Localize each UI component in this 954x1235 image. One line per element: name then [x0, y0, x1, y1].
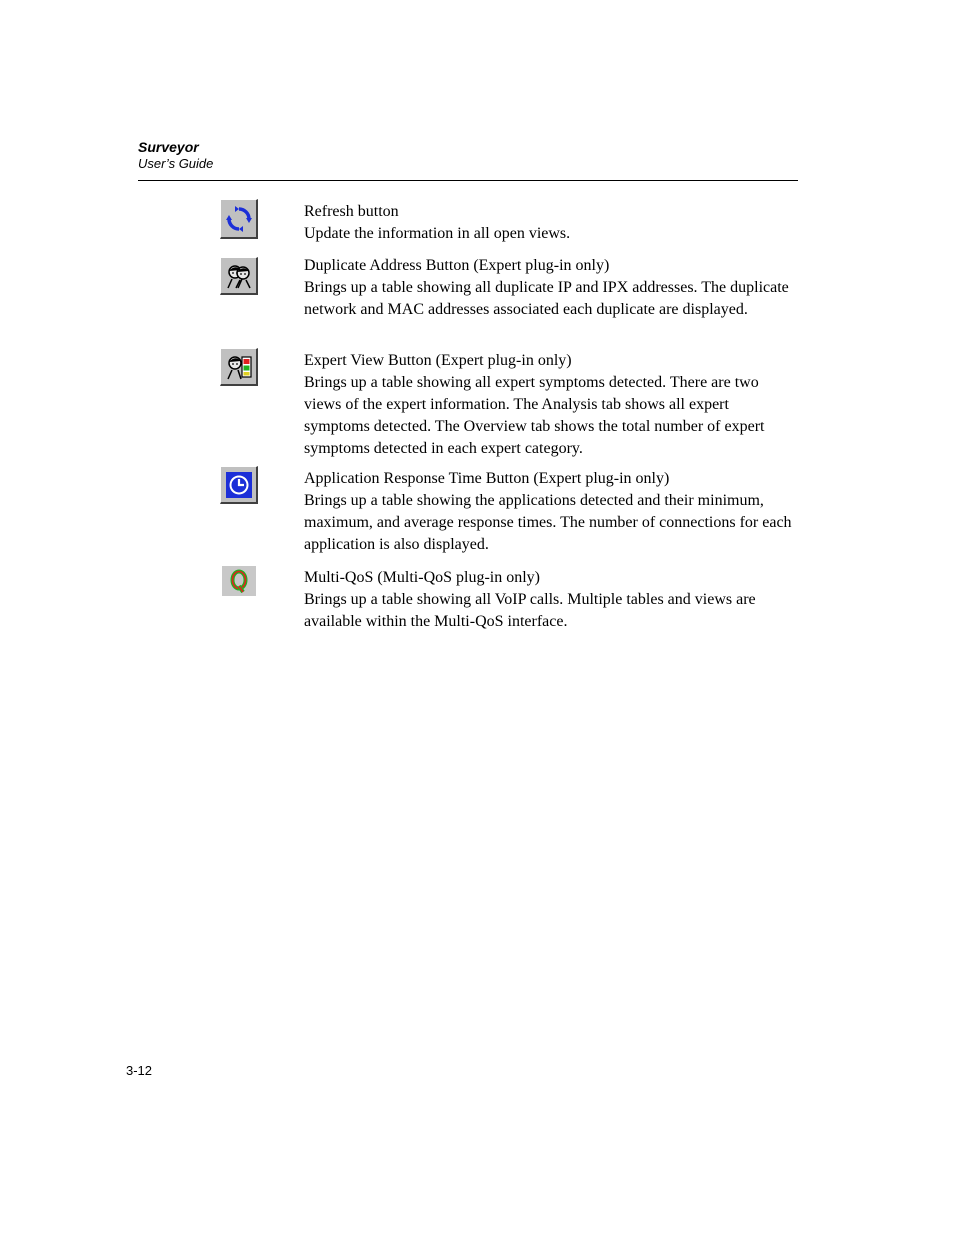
- refresh-icon: [224, 204, 254, 234]
- multi-qos-button[interactable]: [222, 566, 256, 596]
- refresh-button[interactable]: [220, 199, 258, 239]
- application-response-time-button[interactable]: [220, 466, 258, 504]
- expert-view-icon: [224, 353, 254, 381]
- duplicate-address-icon: [224, 262, 254, 290]
- entry-title: Refresh button: [304, 203, 399, 220]
- entry-description: Brings up a table showing the applications detected and their minimum, maximum, and average response times. The number of connections for each application is also displayed.: [304, 492, 792, 553]
- entry-title: Duplicate Address Button (Expert plug-in only): [304, 257, 610, 274]
- entry-title: Expert View Button (Expert plug-in only): [304, 352, 572, 369]
- entry-title: Multi-QoS (Multi-QoS plug-in only): [304, 569, 541, 586]
- running-header: [138, 139, 798, 172]
- header-divider: [138, 180, 798, 181]
- expert-view-button[interactable]: [220, 348, 258, 386]
- entry-description: Update the information in all open views.: [304, 225, 571, 242]
- document-title: Surveyor: [138, 139, 199, 155]
- clock-icon: [225, 471, 253, 499]
- duplicate-address-button[interactable]: [220, 257, 258, 295]
- entry-title: Application Response Time Button (Expert plug-in only): [304, 470, 670, 487]
- multi-qos-icon: [227, 569, 251, 593]
- entry-description: Brings up a table showing all VoIP calls. Multiple tables and views are available within the Multi-QoS interface.: [304, 591, 756, 630]
- entry-description: Brings up a table showing all expert symptoms detected. There are two views of the expert information. The Analysis tab shows all expert symptoms detected. The Overview tab shows the total number of expert symptoms detected in each expert category.: [304, 374, 765, 457]
- page-number: 3-12: [126, 1063, 153, 1078]
- document-subtitle: User’s Guide: [138, 156, 214, 171]
- entry-description: Brings up a table showing all duplicate IP and IPX addresses. The duplicate network and MAC addresses associated each duplicate are displayed.: [304, 279, 789, 318]
